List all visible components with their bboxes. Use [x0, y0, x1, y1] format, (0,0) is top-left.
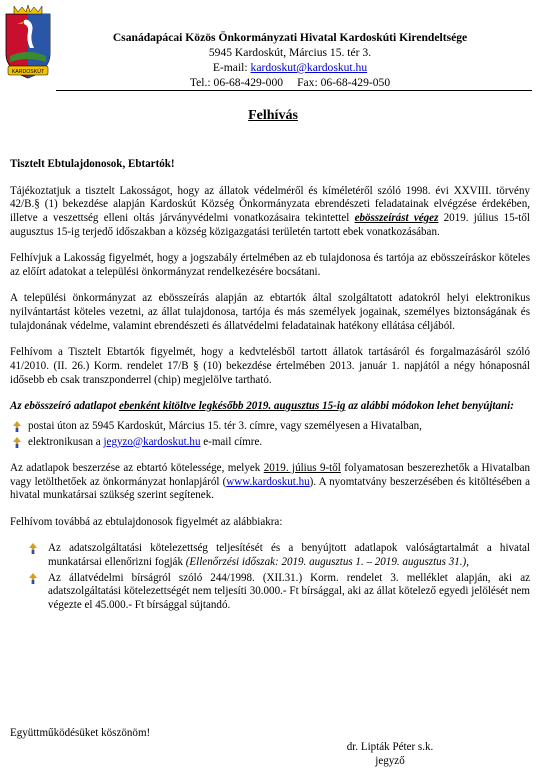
deadline-date: ebenként kitöltve legkésőbb 2019. augusztus 15-ig	[118, 400, 346, 413]
signer-role: jegyző	[375, 755, 405, 767]
arrow-bullet-icon	[28, 543, 38, 554]
verification-period: (Ellenőrzési időszak: 2019. augusztus 1. – 2019. augusztus 31.),	[185, 555, 469, 568]
paragraph-registry: A települési önkormányzat az ebösszeírás alapján az ebtartók által szolgáltatott adatokról helyi elektronikus nyilvántartást köteles vezetni, az állat tulajdonosa, tartója és más személyek jogainak, személyes biztonságának és tulajdonának védelme, valamint ebrendészeti és állatvédelmi feladatainak hatékony ellátása céljából.	[10, 292, 530, 332]
header-divider	[56, 90, 532, 91]
list-item	[10, 572, 530, 613]
forms-text-a: Az adatlapok beszerzése az ebtartó kötelessége, melyek	[10, 461, 261, 474]
paragraph-forms	[10, 462, 530, 503]
letterhead	[60, 30, 520, 90]
deadline-text-c: az alábbi módokon lehet benyújtani:	[348, 400, 514, 413]
signature-block	[330, 740, 450, 768]
arrow-bullet-icon	[12, 421, 22, 432]
intro-text-a: Tájékoztatjuk a tisztelt Lakosságot, hogy az állatok védelméről és kíméletéről szóló 1998. évi XXVIII. törvény 42/B.§ (1) bekezdése alapján Kardoskút Község Önkormányzata ebrendészeti feladatainak elvégzése érdekében, illetve a veszettség elleni oltás járványvédelmi vonatkozásaira tekintettel	[10, 184, 530, 224]
paragraph-attention: Felhívom továbbá az ebtulajdonosok figyelmét az alábbiakra:	[10, 515, 283, 528]
paragraph-obligation: Felhívjuk a Lakosság figyelmét, hogy a jogszabály értelmében az eb tulajdonosa és tartója az ebösszeíráskor köteles az előírt adatokat a települési önkormányzat rendelkezésére bocsátani.	[10, 252, 530, 278]
arrow-bullet-icon	[12, 437, 22, 448]
list-item	[10, 420, 530, 434]
forms-text-c: folyamatosan beszerezhetők a Hivatalban vagy letölthetőek az önkormányzat honlapjáról (	[10, 461, 531, 488]
verification-text: Az adatszolgáltatási kötelezettség teljesítését és a benyújtott adatlapok valóságtartalmát a hivatal munkatársai ellenőrizni fogják	[48, 542, 530, 568]
fine-text: Az állatvédelmi bírságról szóló 244/1998. (XII.31.) Korm. rendelet 3. melléklet alapján, aki az adatszolgáltatási kötelezettségét nem teljesíti 30.000.- Ft bírsággal, aki az állat kötelező egyedi jelölését nem végezte el 45.000.- Ft bírsággal sújtandó.	[48, 571, 530, 612]
header-email-link[interactable]: kardoskut@kardoskut.hu	[250, 61, 368, 74]
forms-date: 2019. július 9-től	[263, 461, 341, 474]
submission-methods-list	[10, 420, 530, 449]
jegyzo-email-link[interactable]: jegyzo@kardoskut.hu	[103, 435, 201, 448]
forms-text-d: ). A nyomtatvány beszerzésében és kitöltésében a hivatal munkatársai szükség szerint segítenek.	[10, 475, 530, 502]
deadline-text-a: Az ebösszeíró adatlapot	[10, 400, 117, 413]
intro-emphasis: ebösszeírást végez	[354, 211, 439, 224]
coat-of-arms-logo	[4, 4, 52, 80]
document-body	[10, 158, 530, 625]
organization-name: Csanádapácai Közös Önkormányzati Hivatal Kardoskúti Kirendeltsége	[112, 31, 468, 44]
intro-text-c: 2019. július 15-től augusztus 15-ig terjedő időszakban a község közigazgatási területén tartott ebek vonatkozásában.	[10, 211, 530, 238]
email-line	[60, 60, 520, 75]
greeting: Tisztelt Ebtulajdonosok, Ebtartók!	[10, 158, 175, 170]
closing-line: Együttműködésüket köszönöm!	[10, 727, 151, 739]
list-item	[10, 436, 530, 450]
paragraph-deadline	[10, 400, 530, 414]
postal-method: postai úton az 5945 Kardoskút, Március 15. tér 3. címre, vagy személyesen a Hivatalban,	[28, 419, 422, 432]
paragraph-chip: Felhívom a Tisztelt Ebtartók figyelmét, hogy a kedvtelésből tartott állatok tartásáról és forgalmazásáról szóló 41/2010. (II. 26.) Korm. rendelet 17/B § (10) bekezdése értelmében 2013. január 1. napjától a négy hónaposnál idősebb eb csak transzponderrel (chip) megjelölve tartható.	[10, 346, 530, 386]
fax-number: Fax: 06-68-429-050	[297, 76, 391, 89]
crest-banner-text: KARDOSKÚT	[11, 68, 45, 75]
email-method-text: elektronikusan a	[28, 435, 101, 448]
document-title: Felhívás	[248, 108, 298, 123]
email-method-text-b: e-mail címre.	[203, 435, 263, 448]
arrow-bullet-icon	[28, 573, 38, 584]
website-link[interactable]: www.kardoskut.hu	[226, 475, 310, 488]
address-line: 5945 Kardoskút, Március 15. tér 3.	[208, 46, 372, 59]
signer-name: dr. Lipták Péter s.k.	[346, 741, 434, 753]
phone-number: Tel.: 06-68-429-000	[189, 76, 284, 89]
paragraph-intro	[10, 185, 530, 240]
list-item	[10, 542, 530, 569]
notice-list	[10, 542, 530, 613]
email-label: E-mail:	[212, 61, 248, 74]
contact-line	[60, 75, 520, 90]
